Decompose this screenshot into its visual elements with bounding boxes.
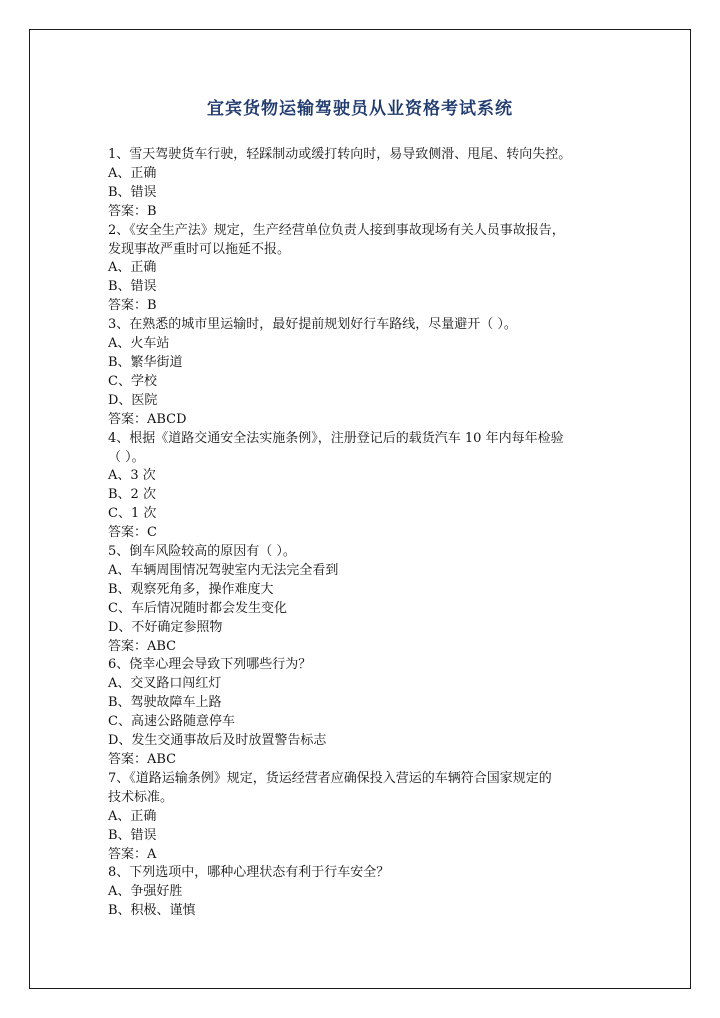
question-stem: （ ）。: [108, 449, 145, 465]
question-block: [108, 146, 628, 222]
answer-option: B、驾驶故障车上路: [108, 695, 222, 711]
question-block: [108, 222, 628, 317]
question-stem: 7、《道路运输条例》规定，货运经营者应确保投入营运的车辆符合国家规定的: [108, 770, 552, 786]
question-stem: 技术标准。: [108, 789, 174, 805]
answer-option: D、不好确定参照物: [108, 619, 223, 635]
answer-option: C、车后情况随时都会发生变化: [108, 600, 287, 616]
correct-answer: 答案：B: [108, 298, 157, 314]
question-block: [108, 656, 628, 769]
question-list: [108, 146, 628, 921]
document-title: 宜宾货物运输驾驶员从业资格考试系统: [207, 99, 513, 119]
answer-option: A、正确: [108, 808, 157, 824]
question-block: [108, 543, 628, 656]
correct-answer: 答案：ABCD: [108, 411, 187, 427]
answer-option: A、3 次: [108, 468, 156, 484]
answer-option: C、高速公路随意停车: [108, 714, 235, 730]
answer-option: D、发生交通事故后及时放置警告标志: [108, 733, 327, 749]
answer-option: A、争强好胜: [108, 884, 183, 900]
correct-answer: 答案：B: [108, 203, 157, 219]
answer-option: B、繁华街道: [108, 354, 183, 370]
answer-option: B、错误: [108, 279, 157, 295]
question-stem: 8、下列选项中，哪种心理状态有利于行车安全？: [108, 865, 390, 881]
question-stem: 3、在熟悉的城市里运输时，最好提前规划好行车路线，尽量避开（ ）。: [108, 317, 517, 333]
answer-option: B、错误: [108, 184, 157, 200]
question-block: [108, 430, 628, 543]
answer-option: A、正确: [108, 165, 157, 181]
correct-answer: 答案：ABC: [108, 638, 177, 654]
question-block: [108, 770, 628, 865]
question-block: [108, 864, 628, 921]
question-stem: 1、雪天驾驶货车行驶，轻踩制动或缓打转向时，易导致侧滑、甩尾、转向失控。: [108, 147, 572, 162]
answer-option: A、交叉路口闯红灯: [108, 676, 222, 692]
answer-option: B、错误: [108, 827, 157, 843]
question-stem: 6、侥幸心理会导致下列哪些行为？: [108, 657, 312, 673]
answer-option: A、正确: [108, 260, 157, 276]
correct-answer: 答案：ABC: [108, 752, 177, 767]
question-block: [108, 316, 628, 429]
answer-option: A、火车站: [108, 336, 170, 352]
answer-option: D、医院: [108, 392, 158, 408]
question-stem: 发现事故严重时可以拖延不报。: [108, 241, 291, 257]
correct-answer: 答案：C: [108, 525, 157, 541]
answer-option: B、观察死角多，操作难度大: [108, 581, 274, 597]
answer-option: C、学校: [108, 373, 157, 389]
question-stem: 2、《安全生产法》规定，生产经营单位负责人接到事故现场有关人员事故报告，: [108, 222, 565, 238]
answer-option: C、1 次: [108, 506, 157, 522]
answer-option: B、积极、谨慎: [108, 903, 196, 919]
answer-option: A、车辆周围情况驾驶室内无法完全看到: [108, 562, 339, 578]
correct-answer: 答案：A: [108, 846, 157, 862]
answer-option: B、2 次: [108, 487, 156, 503]
question-stem: 5、倒车风险较高的原因有（ ）。: [108, 544, 296, 560]
question-stem: 4、根据《道路交通安全法实施条例》，注册登记后的载货汽车 10 年内每年检验: [108, 430, 564, 446]
